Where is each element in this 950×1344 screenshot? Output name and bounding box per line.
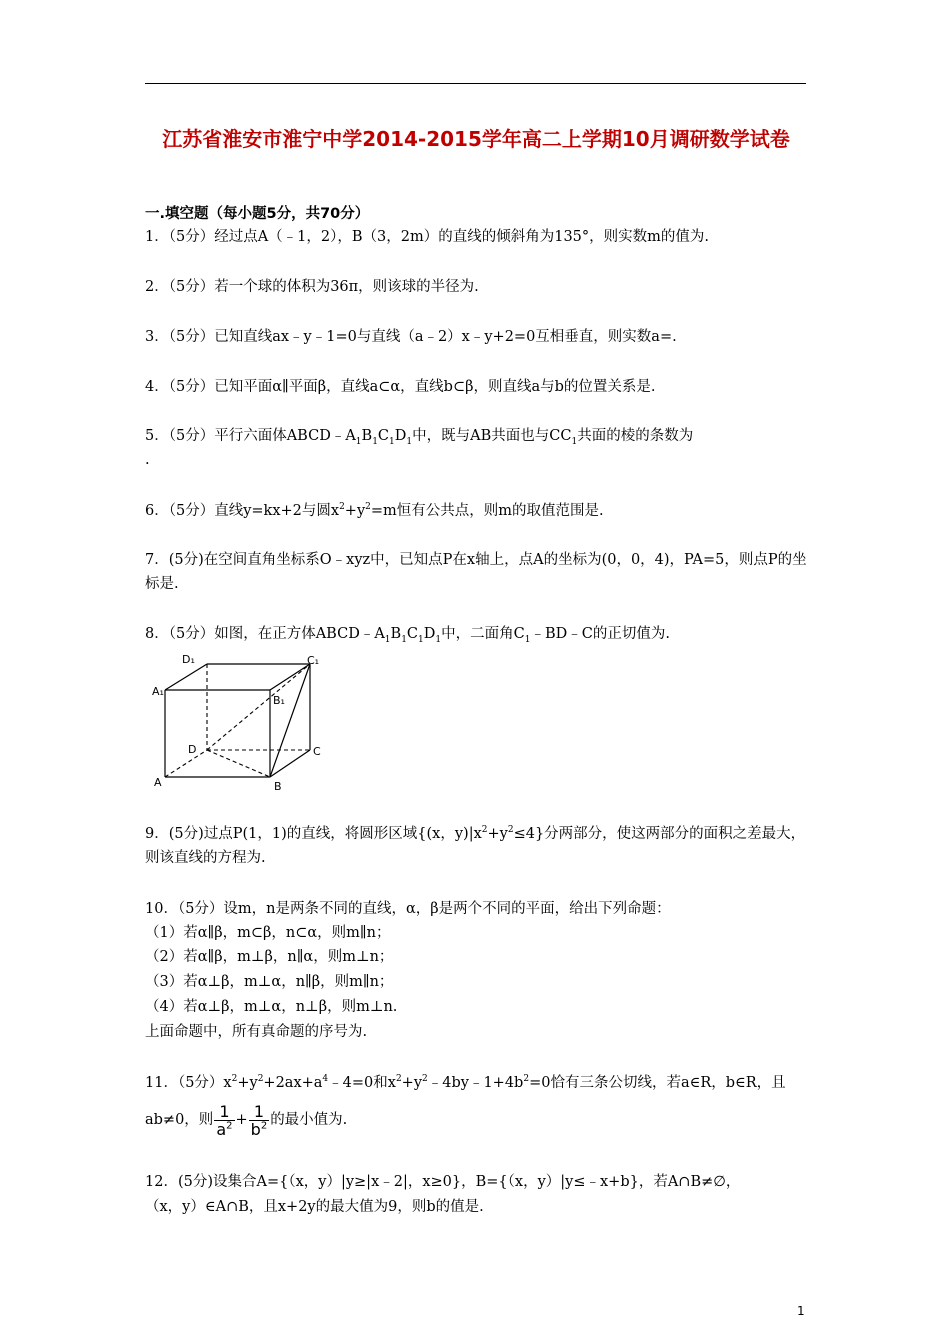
q8-text: ﹣BD﹣C的正切值为. — [530, 626, 670, 642]
q6-text: =m恒有公共点，则m的取值范围是. — [370, 503, 604, 519]
subscript: 1 — [384, 634, 391, 645]
subscript: 1 — [571, 436, 578, 447]
fraction-1-over-a2 — [214, 1103, 234, 1138]
subscript: 1 — [372, 436, 378, 447]
question-12-line2: （x，y）∈A∩B，且x+2y的最大值为9，则b的值是. — [145, 1199, 484, 1215]
label-c: C — [313, 745, 321, 758]
edge-db — [207, 750, 270, 777]
question-1: 1．（5分）经过点A（﹣1，2），B（3，2m）的直线的倾斜角为135°，则实数m的值为. — [145, 229, 710, 245]
fraction-1-over-b2 — [249, 1103, 270, 1138]
question-11-line2 — [145, 1100, 810, 1140]
question-10-item: （1）若α∥β，m⊂β，n⊂α，则m∥n； — [145, 925, 391, 941]
label-c1: C₁ — [307, 654, 320, 667]
section-heading: 一.填空题（每小题5分，共70分） — [145, 206, 370, 222]
q5-text: C — [377, 428, 390, 444]
question-12-line1: 12．(5分)设集合A={（x，y）|y≥|x﹣2|，x≥0}，B={（x，y）|y≤﹣x+b}，若A∩B≠∅， — [145, 1174, 741, 1190]
question-8 — [145, 622, 810, 646]
superscript: 2 — [422, 1074, 428, 1085]
fraction-numerator: 1 — [214, 1103, 234, 1121]
subscript: 1 — [355, 436, 362, 447]
q8-text: C — [406, 626, 419, 642]
q11-text: ab≠0，则 — [145, 1112, 214, 1128]
fraction-denominator — [249, 1121, 270, 1138]
page-title: 江苏省淮安市淮宁中学2014-2015学年高二上学期10月调研数学试卷 — [162, 127, 790, 151]
edge-a1d1 — [165, 664, 207, 690]
page-number: 1 — [797, 1304, 805, 1318]
subscript: 1 — [401, 634, 407, 645]
fraction-denominator-var: a — [216, 1119, 227, 1139]
q9-text: 9．(5分)过点P(1，1)的直线，将圆形区域{(x，y)|x — [145, 826, 482, 842]
question-9 — [145, 822, 810, 870]
q11-text: +y — [237, 1075, 258, 1091]
question-10-item: （4）若α⊥β，m⊥α，n⊥β，则m⊥n. — [145, 999, 398, 1015]
q8-text: D — [423, 626, 436, 642]
q6-text: 6．（5分）直线y=kx+2与圆x — [145, 503, 340, 519]
superscript: 2 — [523, 1074, 530, 1085]
q11-text: +2ax+a — [263, 1075, 323, 1091]
cube-figure — [150, 652, 330, 797]
header-rule — [145, 83, 806, 84]
question-10-item: （3）若α⊥β，m⊥α，n∥β，则m∥n； — [145, 974, 394, 990]
question-5 — [145, 424, 810, 448]
fraction-denominator — [214, 1121, 234, 1138]
q11-text: +y — [401, 1075, 423, 1091]
q11-text: 11．（5分）x — [145, 1075, 232, 1091]
label-d: D — [188, 743, 197, 756]
edge-ad — [165, 750, 207, 777]
q11-text: ﹣4=0和x — [328, 1075, 396, 1091]
superscript: 2 — [507, 825, 514, 836]
question-2: 2．（5分）若一个球的体积为36π，则该球的半径为. — [145, 279, 479, 295]
superscript: 2 — [226, 1120, 233, 1132]
plus-sign: + — [235, 1112, 248, 1128]
question-10-tail: 上面命题中，所有真命题的序号为. — [145, 1024, 368, 1040]
question-11 — [145, 1071, 810, 1095]
q11-text: =0恰有三条公切线，若a∈R，b∈R，且 — [529, 1075, 786, 1091]
q8-text: B — [390, 626, 402, 642]
question-5-answer-line: . — [145, 452, 150, 468]
subscript: 1 — [389, 436, 395, 447]
superscript: 2 — [260, 1120, 268, 1132]
q6-text: +y — [344, 503, 366, 519]
q5-text: 中，既与AB共面也与CC — [412, 428, 572, 444]
question-7: 7．(5分)在空间直角坐标系O﹣xyz中，已知点P在x轴上，点A的坐标为(0，0，4)，PA=5，则点P的坐标是. — [145, 552, 807, 592]
edge-b1c1 — [270, 664, 310, 690]
question-4: 4．（5分）已知平面α∥平面β，直线a⊂α，直线b⊂β，则直线a与b的位置关系是. — [145, 379, 656, 395]
superscript: 2 — [257, 1074, 264, 1085]
q5-text: 共面的棱的条数为 — [577, 428, 694, 444]
fraction-denominator-var: b — [250, 1119, 261, 1139]
question-10-stem: 10．（5分）设m，n是两条不同的直线，α，β是两个不同的平面，给出下列命题： — [145, 901, 671, 917]
superscript: 2 — [395, 1074, 402, 1085]
superscript: 2 — [365, 502, 371, 513]
q5-text: D — [394, 428, 407, 444]
q8-text: 中，二面角C — [441, 626, 525, 642]
subscript: 1 — [435, 634, 442, 645]
q9-text: +y — [487, 826, 508, 842]
label-b: B — [274, 780, 282, 793]
superscript: 2 — [339, 502, 345, 513]
label-b1: B₁ — [273, 694, 285, 707]
q11-text: ﹣4by﹣1+4b — [427, 1075, 524, 1091]
q5-text: B — [361, 428, 373, 444]
label-d1: D₁ — [182, 653, 195, 666]
q11-text: 的最小值为. — [270, 1112, 348, 1128]
label-a: A — [154, 776, 162, 789]
subscript: 1 — [406, 436, 413, 447]
subscript: 1 — [524, 634, 531, 645]
edge-bc — [270, 750, 310, 777]
fraction-numerator: 1 — [249, 1103, 270, 1121]
superscript: 2 — [481, 825, 488, 836]
subscript: 1 — [418, 634, 424, 645]
label-a1: A₁ — [152, 685, 164, 698]
superscript: 4 — [322, 1074, 329, 1085]
q5-text: 5．（5分）平行六面体ABCD﹣A — [145, 428, 356, 444]
q9-text: ≤4}分两部分，使这两部分的面积之差最大，则该直线的方程为. — [145, 826, 806, 866]
superscript: 2 — [231, 1074, 238, 1085]
question-6 — [145, 499, 810, 523]
question-10-item: （2）若α∥β，m⊥β，n∥α，则m⊥n； — [145, 949, 394, 965]
q8-text: 8．（5分）如图，在正方体ABCD﹣A — [145, 626, 385, 642]
question-3: 3．（5分）已知直线ax﹣y﹣1=0与直线（a﹣2）x﹣y+2=0互相垂直，则实数a=. — [145, 329, 677, 345]
